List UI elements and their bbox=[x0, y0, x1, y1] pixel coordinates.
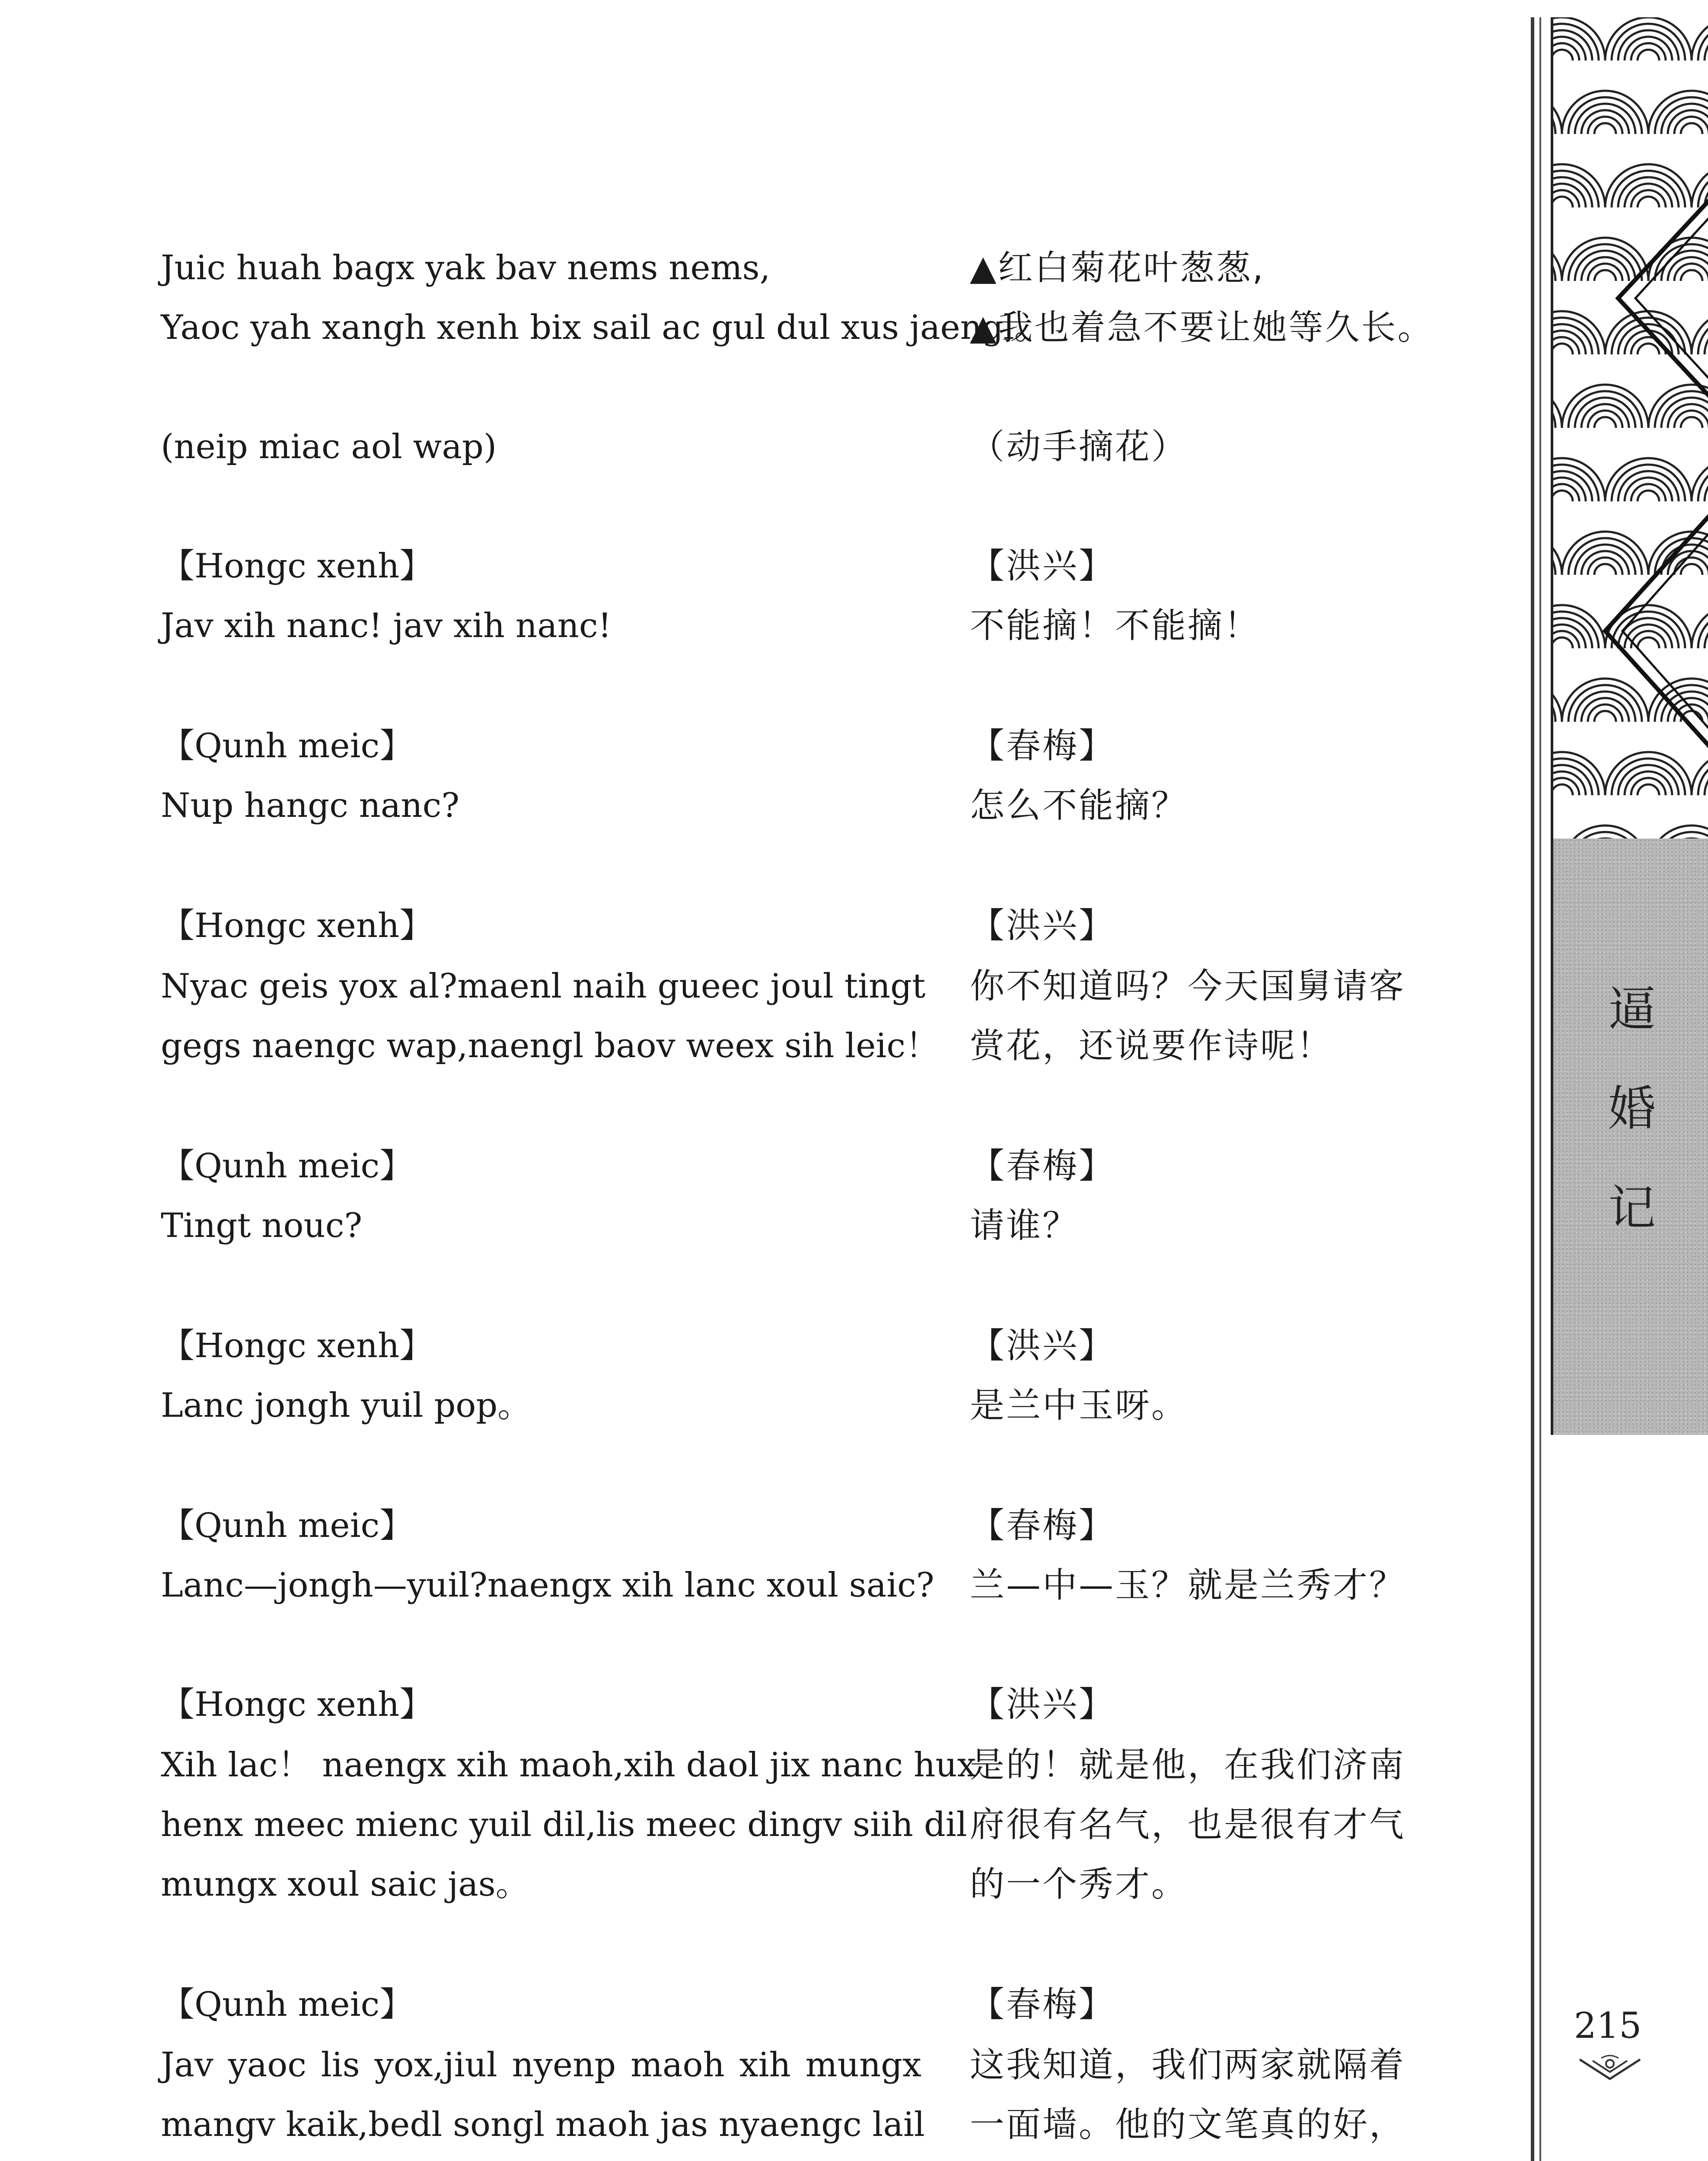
zh-line: 的一个秀才。 bbox=[970, 1864, 1188, 1904]
zh-line: 请谁？ bbox=[970, 1205, 1079, 1246]
zh-line: 府很有名气，也是很有才气 bbox=[970, 1804, 1405, 1845]
dong-line: Xih lac！ naengx xih maoh,xih daol jix nanc hux bbox=[161, 1746, 976, 1785]
dong-speaker: 【Qunh meic】 bbox=[161, 1147, 414, 1186]
zh-speaker: 【春梅】 bbox=[970, 726, 1115, 766]
book-title-char: 记 bbox=[1608, 1180, 1656, 1236]
zh-speaker: 【春梅】 bbox=[970, 1984, 1115, 2024]
dong-speaker: 【Hongc xenh】 bbox=[161, 1326, 433, 1365]
margin-rule bbox=[1531, 17, 1534, 2161]
zh-line: 赏花，还说要作诗呢！ bbox=[970, 1026, 1333, 1066]
dong-line: Nup hangc nanc? bbox=[161, 786, 460, 825]
zh-line: 你不知道吗？今天国舅请客 bbox=[970, 966, 1405, 1006]
margin-rule bbox=[1539, 17, 1541, 2161]
zh-speaker: 【洪兴】 bbox=[970, 1684, 1115, 1724]
dong-line: Lanc—jongh—yuil?naengx xih lanc xoul saic? bbox=[161, 1566, 934, 1605]
dong-line: Jav xih nanc! jav xih nanc! bbox=[161, 606, 612, 645]
dong-line: gegs naengc wap,naengl baov weex sih leic！ bbox=[161, 1026, 940, 1065]
dong-speaker: 【Qunh meic】 bbox=[161, 1985, 414, 2024]
page-ornament-icon bbox=[1577, 2053, 1642, 2083]
dong-speaker: 【Qunh meic】 bbox=[161, 727, 414, 765]
book-title-char: 逼 bbox=[1608, 982, 1656, 1037]
zh-stage-direction: （动手摘花） bbox=[970, 427, 1188, 467]
dong-line: mangv kaik,bedl songl maoh jas nyaengc lail bbox=[161, 2105, 925, 2144]
dong-line: Juic huah bagx yak bav nems nems, bbox=[161, 249, 771, 287]
page-number: 215 bbox=[1574, 2005, 1642, 2046]
dong-line: Yaoc yah xangh xenh bix sail ac gul dul xus jaengl。 bbox=[161, 308, 1048, 347]
zh-line: 是的！就是他，在我们济南 bbox=[970, 1745, 1405, 1785]
zh-line: ▲红白菊花叶葱葱, bbox=[970, 248, 1265, 288]
dong-line: Lanc jongh yuil pop。 bbox=[161, 1386, 532, 1425]
zh-speaker: 【春梅】 bbox=[970, 1146, 1115, 1186]
zh-line: 兰—中—玉？就是兰秀才？ bbox=[970, 1565, 1405, 1605]
dong-line: Jav yaoc lis yox,jiul nyenp maoh xih mungx bbox=[161, 2046, 921, 2085]
dong-line: henx meec mienc yuil dil,lis meec dingv siih dil bbox=[161, 1805, 967, 1844]
dong-stage-direction: (neip miac aol wap) bbox=[161, 427, 497, 466]
zh-speaker: 【春梅】 bbox=[970, 1505, 1115, 1546]
dong-line: Tingt nouc? bbox=[161, 1206, 363, 1245]
zh-line: 这我知道，我们两家就隔着 bbox=[970, 2045, 1405, 2085]
zh-line: 怎么不能摘？ bbox=[970, 785, 1188, 826]
decorative-wave-pattern bbox=[1551, 17, 1708, 838]
zh-speaker: 【洪兴】 bbox=[970, 905, 1115, 946]
zh-speaker: 【洪兴】 bbox=[970, 546, 1115, 586]
zh-speaker: 【洪兴】 bbox=[970, 1326, 1115, 1366]
zh-line: 是兰中玉呀。 bbox=[970, 1385, 1188, 1425]
dong-speaker: 【Hongc xenh】 bbox=[161, 1685, 433, 1724]
zh-line: ▲我也着急不要让她等久长。 bbox=[970, 307, 1434, 347]
book-title bbox=[1553, 959, 1708, 1258]
dong-line: mungx xoul saic jas。 bbox=[161, 1865, 529, 1904]
dong-line: Nyac geis yox al?maenl naih gueec joul tingt bbox=[161, 967, 926, 1006]
book-title-char: 婚 bbox=[1608, 1081, 1656, 1136]
dong-speaker: 【Hongc xenh】 bbox=[161, 906, 433, 945]
title-band bbox=[1551, 838, 1708, 1435]
zh-line: 不能摘！不能摘！ bbox=[970, 606, 1260, 646]
zh-line: 一面墙。他的文笔真的好， bbox=[970, 2104, 1405, 2145]
dong-speaker: 【Hongc xenh】 bbox=[161, 547, 433, 586]
dong-speaker: 【Qunh meic】 bbox=[161, 1506, 414, 1545]
